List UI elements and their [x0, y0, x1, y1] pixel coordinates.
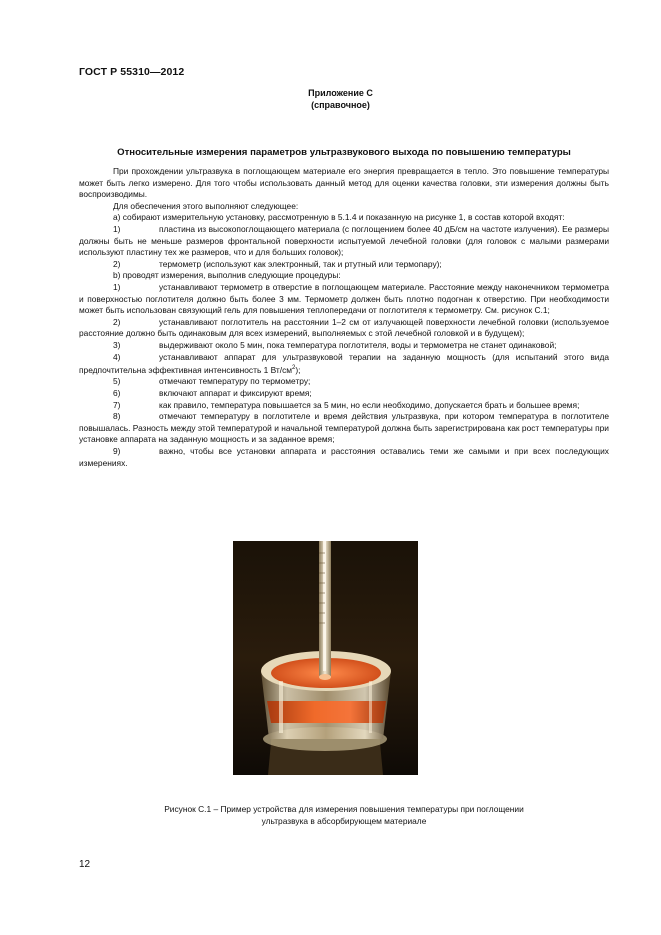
- list-number: 2): [113, 258, 121, 269]
- list-item: [79, 352, 609, 377]
- list-text: устанавливают поглотитель на расстоянии 1–2 см от излучающей поверхности лечебной головки (используемое расстояние должно быть одинаковым для всех измерений, выполняемых с этой лечебной головкой и в будущем);: [79, 316, 609, 339]
- list-number: 1): [113, 281, 121, 292]
- body-text: [79, 166, 609, 469]
- list-text: важно, чтобы все установки аппарата и расстояния оставались теми же самыми и при всех последующих измерениях.: [79, 446, 609, 468]
- list-item: [79, 282, 609, 317]
- list-text: термометр (используют как электронный, так и ртутный или термопару);: [159, 258, 442, 269]
- intro-paragraph: При прохождении ультразвука в поглощающем материале его энергия превращается в тепло. Это повышение температуры может быть легко измерено. Для того чтобы использовать данный метод для оценки качества головки, эти измерения должны быть воспроизводимы.: [79, 166, 609, 200]
- list-number: 5): [113, 376, 121, 387]
- list-number: 2): [113, 316, 121, 327]
- list-item: [79, 388, 609, 400]
- annex-title: Приложение С: [308, 88, 373, 98]
- figure-caption: [79, 803, 609, 827]
- list-item: [79, 224, 609, 259]
- list-number: 3): [113, 339, 121, 350]
- list-number: 8): [113, 411, 121, 422]
- list-number: 6): [113, 388, 121, 399]
- step-b: b) проводят измерения, выполнив следующие процедуры:: [113, 270, 341, 281]
- annex-type: (справочное): [311, 100, 370, 110]
- list-text: отмечают температуру по термометру;: [159, 376, 311, 387]
- list-text: устанавливают термометр в отверстие в поглощающем материале. Расстояние между наконечником термометра и поверхностью поглотителя должно быть более 3 мм. Термометр должен быть плотно подогнан к отверстию. При необходимости может быть использован связующий гель для повышения теплопередачи от поглотителя к термометру. См. рисунок С.1;: [79, 281, 609, 316]
- list-text: отмечают температуру в поглотителе и время действия ультразвука, при котором температура в поглотителе повышалась. Разность между этой температурой и начальной температурой должна быть зарегистрирована как рост температуры при установке аппарата на заданную мощность и за заданное время;: [79, 411, 609, 445]
- list-text: устанавливают аппарат для ультразвуковой терапии на заданную мощность (для испытаний этого вида предпочтительна эффективная интенсивность 1 Вт/см: [79, 351, 609, 375]
- caption-line-2: ультразвука в абсорбирующем материале: [261, 816, 427, 826]
- list-text: пластина из высокопоглощающего материала (с поглощением более 40 дБ/см на частоте излучения). Ее размеры должны быть не меньше размеров фронтальной поверхности испытуемой лечебной головки (для головок с малыми размерами используют пластину тех же размеров, что и для больших головок);: [79, 223, 609, 258]
- caption-line-1: Рисунок С.1 – Пример устройства для измерения повышения температуры при поглощении: [164, 804, 524, 814]
- list-number: 9): [113, 446, 121, 457]
- list-item: [79, 317, 609, 340]
- list-number: 4): [113, 351, 121, 362]
- page-number: 12: [79, 859, 91, 870]
- list-item: [79, 340, 609, 352]
- list-item: [79, 400, 609, 412]
- list-item: [79, 376, 609, 388]
- procedure-intro: Для обеспечения этого выполняют следующее:: [113, 200, 299, 211]
- list-number: 1): [113, 223, 121, 234]
- list-text: как правило, температура повышается за 5 мин, но если необходимо, допускается брать и большее время;: [159, 399, 580, 410]
- standard-header: ГОСТ Р 55310—2012: [79, 66, 185, 78]
- section-title: Относительные измерения параметров ультразвукового выхода по повышению температуры: [117, 147, 571, 158]
- list-number: 7): [113, 399, 121, 410]
- step-a: а) собирают измерительную установку, рассмотренную в 5.1.4 и показанную на рисунке 1, в состав которой входят:: [113, 212, 565, 223]
- list-text-end: );: [295, 364, 301, 375]
- figure-photo: [233, 541, 418, 775]
- list-item: [79, 446, 609, 469]
- list-item: [79, 411, 609, 446]
- list-item: [79, 259, 609, 271]
- list-text: включают аппарат и фиксируют время;: [159, 388, 312, 399]
- superscript: 2: [292, 365, 296, 372]
- list-text: выдерживают около 5 мин, пока температура поглотителя, воды и термометра не станет одинаковой;: [159, 339, 557, 350]
